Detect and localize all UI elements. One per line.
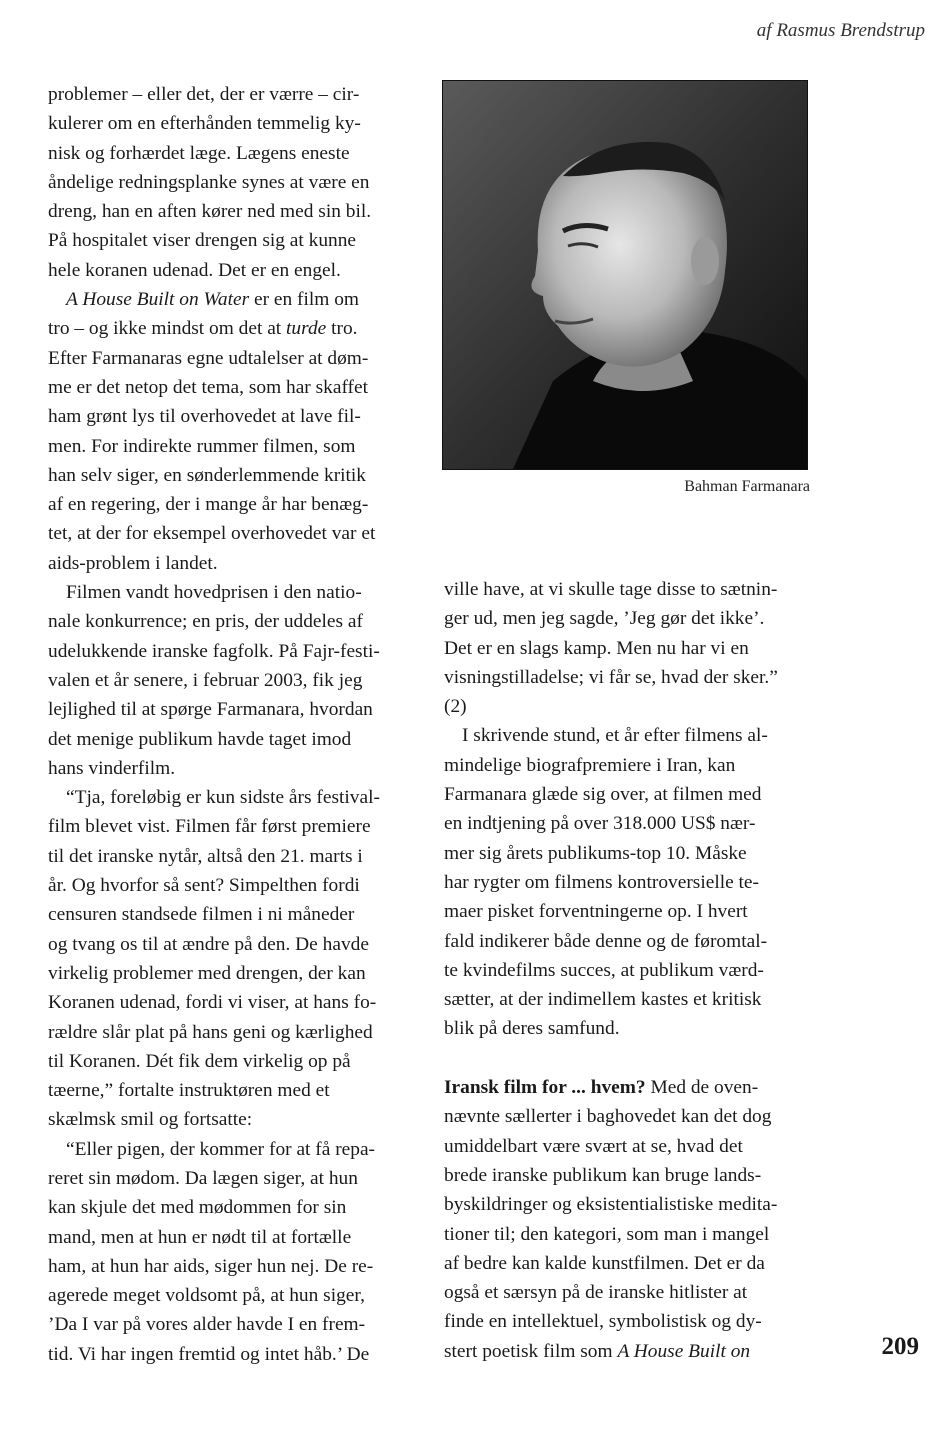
text-line bbox=[48, 1105, 408, 1134]
text-line bbox=[48, 812, 408, 841]
text-line bbox=[444, 1249, 810, 1278]
text-line bbox=[444, 868, 810, 897]
text-line bbox=[48, 1076, 408, 1105]
text-line bbox=[444, 1014, 810, 1043]
text-run: rældre slår plat på hans geni og kærlighed bbox=[48, 1021, 373, 1043]
text-run: ham grønt lys til overhovedet at lave fil- bbox=[48, 406, 361, 428]
text-run: udelukkende iranske fagfolk. På Fajr-festi- bbox=[48, 640, 380, 662]
text-line bbox=[444, 809, 810, 838]
text-line bbox=[444, 1220, 810, 1249]
portrait-image bbox=[443, 81, 807, 469]
italic-title: turde bbox=[286, 318, 327, 340]
text-line bbox=[444, 751, 810, 780]
text-line bbox=[444, 575, 810, 604]
text-line bbox=[444, 1102, 810, 1131]
text-run: tet, at der for eksempel overhovedet var et bbox=[48, 523, 376, 545]
text-run: Filmen vandt hovedprisen i den natio- bbox=[66, 582, 362, 604]
text-line bbox=[48, 930, 408, 959]
photo-caption: Bahman Farmanara bbox=[684, 478, 810, 495]
text-line bbox=[444, 1161, 810, 1190]
text-line bbox=[48, 637, 408, 666]
text-line bbox=[48, 578, 408, 607]
text-run: aids-problem i landet. bbox=[48, 552, 218, 574]
text-run: mindelige biografpremiere i Iran, kan bbox=[444, 754, 736, 776]
text-run: blik på deres samfund. bbox=[444, 1018, 620, 1040]
text-run: en indtjening på over 318.000 US$ nær- bbox=[444, 813, 756, 835]
text-line bbox=[48, 549, 408, 578]
text-run: af bedre kan kalde kunstfilmen. Det er da bbox=[444, 1252, 765, 1274]
text-line bbox=[48, 900, 408, 929]
text-run: virkelig problemer med drengen, der kan bbox=[48, 962, 366, 984]
text-line bbox=[48, 256, 408, 285]
text-line bbox=[48, 490, 408, 519]
text-run: umiddelbart være svært at se, hvad det bbox=[444, 1135, 743, 1157]
text-line bbox=[48, 519, 408, 548]
text-line bbox=[48, 1281, 408, 1310]
text-line bbox=[444, 1132, 810, 1161]
text-line bbox=[48, 285, 408, 314]
text-run: tioner til; den kategori, som man i mangel bbox=[444, 1223, 770, 1245]
text-line bbox=[444, 604, 810, 633]
text-run: hele koranen udenad. Det er en engel. bbox=[48, 259, 341, 281]
text-line bbox=[48, 695, 408, 724]
text-run: kulerer om en efterhånden temmelig ky- bbox=[48, 113, 361, 135]
text-run: tid. Vi har ingen fremtid og intet håb.’ De bbox=[48, 1343, 370, 1365]
text-line bbox=[444, 985, 810, 1014]
text-run: nisk og forhærdet læge. Lægens eneste bbox=[48, 142, 350, 164]
text-line bbox=[444, 1307, 810, 1336]
text-run: men. For indirekte rummer filmen, som bbox=[48, 435, 356, 457]
text-line bbox=[48, 842, 408, 871]
text-line bbox=[48, 139, 408, 168]
italic-title: A House Built on bbox=[617, 1340, 751, 1362]
text-line bbox=[444, 1337, 810, 1366]
text-line bbox=[48, 1135, 408, 1164]
text-run: Koranen udenad, fordi vi viser, at hans fo- bbox=[48, 992, 377, 1014]
text-run: ’Da I var på vores alder havde I en frem- bbox=[48, 1314, 366, 1336]
text-line bbox=[48, 871, 408, 900]
text-line bbox=[444, 1073, 810, 1102]
text-run: visningstilladelse; vi får se, hvad der sker.” bbox=[444, 666, 778, 688]
text-run: Det er en slags kamp. Men nu har vi en bbox=[444, 637, 749, 659]
text-run: er en film om bbox=[249, 289, 359, 311]
text-line bbox=[48, 754, 408, 783]
text-run: (2) bbox=[444, 696, 467, 718]
text-line bbox=[48, 607, 408, 636]
text-run: stert poetisk film som bbox=[444, 1340, 618, 1362]
text-line bbox=[444, 780, 810, 809]
text-line bbox=[48, 725, 408, 754]
text-run: Efter Farmanaras egne udtalelser at døm- bbox=[48, 347, 369, 369]
text-run: Farmanara glæde sig over, at filmen med bbox=[444, 784, 762, 806]
page-number: 209 bbox=[881, 1333, 919, 1360]
text-line bbox=[444, 663, 810, 692]
text-line bbox=[48, 373, 408, 402]
text-run: kan skjule det med mødommen for sin bbox=[48, 1197, 347, 1219]
text-line bbox=[48, 168, 408, 197]
text-run: har rygter om filmens kontroversielle te- bbox=[444, 871, 759, 893]
text-line bbox=[444, 956, 810, 985]
text-line bbox=[444, 692, 810, 721]
text-line bbox=[48, 959, 408, 988]
text-run: På hospitalet viser drengen sig at kunne bbox=[48, 230, 357, 252]
text-run: me er det netop det tema, som har skaffet bbox=[48, 376, 369, 398]
text-run: åndelige redningsplanke synes at være en bbox=[48, 171, 370, 193]
text-line bbox=[48, 1018, 408, 1047]
text-run: tro. bbox=[326, 318, 358, 340]
text-line bbox=[444, 1190, 810, 1219]
text-run: te kvindefilms succes, at publikum værd- bbox=[444, 959, 764, 981]
text-line bbox=[48, 1340, 408, 1369]
text-line bbox=[48, 432, 408, 461]
text-run: også et særsyn på de iranske hitlister at bbox=[444, 1282, 748, 1304]
text-run: tro – og ikke mindst om det at bbox=[48, 318, 287, 340]
text-line bbox=[444, 927, 810, 956]
text-run: skælmsk smil og fortsatte: bbox=[48, 1109, 253, 1131]
text-line bbox=[48, 1223, 408, 1252]
text-line bbox=[48, 314, 408, 343]
text-run: “Tja, foreløbig er kun sidste års festival- bbox=[66, 787, 380, 809]
text-run: til det iranske nytår, altså den 21. marts i bbox=[48, 845, 363, 867]
text-run: reret sin mødom. Da lægen siger, at hun bbox=[48, 1167, 358, 1189]
text-line bbox=[48, 783, 408, 812]
text-line bbox=[48, 344, 408, 373]
left-text-column bbox=[48, 80, 408, 1369]
text-run: hans vinderfilm. bbox=[48, 757, 176, 779]
italic-title: A House Built on Water bbox=[66, 289, 250, 311]
text-line bbox=[48, 109, 408, 138]
text-run: Med de oven- bbox=[645, 1077, 759, 1099]
section-heading: Iransk film for ... hvem? bbox=[444, 1077, 646, 1099]
text-run: ham, at hun har aids, siger hun nej. De re- bbox=[48, 1255, 374, 1277]
text-run: og tvang os til at ændre på den. De havde bbox=[48, 933, 369, 955]
text-run: nale konkurrence; en pris, der uddeles af bbox=[48, 611, 363, 633]
text-run: han selv siger, en sønderlemmende kritik bbox=[48, 464, 367, 486]
text-run: censuren standsede filmen i ni måneder bbox=[48, 904, 355, 926]
text-run: fald indikerer både denne og de føromtal- bbox=[444, 930, 768, 952]
text-line bbox=[48, 1252, 408, 1281]
text-run: agerede meget voldsomt på, at hun siger, bbox=[48, 1285, 365, 1307]
text-run: mer sig årets publikums-top 10. Måske bbox=[444, 842, 747, 864]
text-line bbox=[48, 461, 408, 490]
text-line bbox=[48, 80, 408, 109]
text-run: til Koranen. Dét fik dem virkelig op på bbox=[48, 1050, 351, 1072]
text-run: mand, men at hun er nødt til at fortælle bbox=[48, 1226, 352, 1248]
text-run: år. Og hvorfor så sent? Simpelthen fordi bbox=[48, 875, 360, 897]
text-run: af en regering, der i mange år har benæg- bbox=[48, 494, 369, 516]
text-run: problemer – eller det, der er værre – cir- bbox=[48, 84, 360, 105]
text-line bbox=[48, 1164, 408, 1193]
text-run: I skrivende stund, et år efter filmens al- bbox=[462, 725, 768, 747]
text-run: sætter, at der indimellem kastes et kritisk bbox=[444, 989, 762, 1011]
text-line bbox=[48, 1310, 408, 1339]
text-run: lejlighed til at spørge Farmanara, hvordan bbox=[48, 699, 373, 721]
text-line bbox=[444, 839, 810, 868]
running-head: af Rasmus Brendstrup bbox=[756, 20, 925, 41]
right-text-column bbox=[444, 575, 810, 1366]
text-line bbox=[48, 988, 408, 1017]
text-run: ville have, at vi skulle tage disse to sætnin- bbox=[444, 579, 778, 600]
text-run: det menige publikum havde taget imod bbox=[48, 728, 352, 750]
text-run: film blevet vist. Filmen får først premiere bbox=[48, 816, 371, 838]
text-line bbox=[444, 1278, 810, 1307]
text-run: tæerne,” fortalte instruktøren med et bbox=[48, 1080, 330, 1102]
text-run: valen et år senere, i februar 2003, fik jeg bbox=[48, 669, 363, 691]
author-photo bbox=[442, 80, 808, 470]
text-run: “Eller pigen, der kommer for at få repa- bbox=[66, 1138, 376, 1160]
text-line bbox=[48, 1047, 408, 1076]
text-line bbox=[48, 402, 408, 431]
text-run: finde en intellektuel, symbolistisk og dy- bbox=[444, 1311, 762, 1333]
text-run: nævnte sællerter i baghovedet kan det dog bbox=[444, 1106, 772, 1128]
text-run: brede iranske publikum kan bruge lands- bbox=[444, 1164, 762, 1186]
text-run: maer pisket forventningerne op. I hvert bbox=[444, 901, 748, 923]
text-run: ger ud, men jeg sagde, ’Jeg gør det ikke’. bbox=[444, 608, 765, 630]
text-line bbox=[444, 897, 810, 926]
text-line bbox=[48, 226, 408, 255]
text-run: dreng, han en aften kører ned med sin bil. bbox=[48, 201, 372, 223]
text-line bbox=[48, 666, 408, 695]
text-line bbox=[444, 721, 810, 750]
text-line bbox=[48, 197, 408, 226]
text-line bbox=[48, 1193, 408, 1222]
text-line bbox=[444, 634, 810, 663]
text-run: byskildringer og eksistentialistiske medita- bbox=[444, 1194, 778, 1216]
